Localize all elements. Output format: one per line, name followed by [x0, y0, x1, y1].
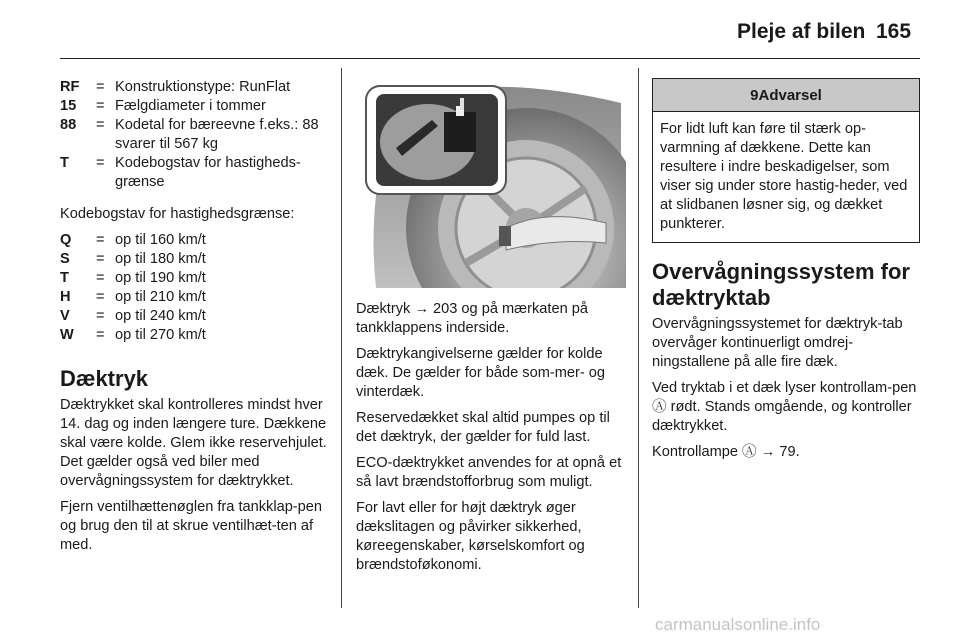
column-1	[60, 78, 328, 562]
paragraph: Reservedækket skal altid pumpes op til det dæktryk, der gælder for fuld last.	[356, 410, 610, 445]
warning-header	[653, 79, 919, 112]
page-number: 165	[876, 20, 912, 43]
code-eq: =	[96, 270, 105, 286]
code-row	[60, 288, 328, 307]
column-divider	[341, 68, 342, 608]
code-eq: =	[96, 289, 105, 305]
tire-valve-image	[356, 78, 626, 288]
code-row	[60, 78, 328, 97]
paragraph: ECO-dæktrykket anvendes for at opnå et så lavt brændstofforbrug som muligt.	[356, 455, 622, 490]
code-text: Kodetal for bæreevne f.eks.: 88 svarer til 567 kg	[115, 117, 319, 152]
code-text: op til 180 km/t	[115, 251, 206, 267]
paragraph: For lavt eller for højt dæktryk øger dækslitagen og påvirker sikkerhed, køreegenskaber, kørselskomfort og brændstoføkonomi.	[356, 500, 585, 573]
code-code: 88	[60, 117, 77, 133]
code-row	[60, 116, 328, 154]
code-code: 15	[60, 98, 77, 114]
code-text: op til 160 km/t	[115, 232, 206, 248]
code-text: op til 240 km/t	[115, 308, 206, 324]
warning-icon: 9	[750, 87, 759, 104]
speed-code-list	[60, 231, 328, 345]
code-eq: =	[96, 79, 105, 95]
speed-code-intro: Kodebogstav for hastighedsgrænse:	[60, 206, 295, 222]
paragraph: Kontrollampe Ⓐ → 79.	[652, 444, 800, 460]
code-row	[60, 326, 328, 345]
code-eq: =	[96, 327, 105, 343]
code-code: Q	[60, 232, 72, 248]
code-eq: =	[96, 98, 105, 114]
header-rule	[60, 58, 920, 59]
warning-box	[652, 78, 920, 243]
paragraph: Overvågningssystemet for dæktryk-tab overvåger kontinuerligt omdrej-ningstallene på alle fire dæk.	[652, 316, 903, 370]
code-code: S	[60, 251, 70, 267]
code-eq: =	[96, 155, 105, 171]
running-header-title: Pleje af bilen	[737, 20, 866, 43]
code-eq: =	[96, 251, 105, 267]
code-text: op til 210 km/t	[115, 289, 206, 305]
code-text: Fælgdiameter i tommer	[115, 98, 266, 114]
paragraph: Fjern ventilhættenøglen fra tankklap-pen og brug den til at skrue ventilhæt-ten af med.	[60, 499, 323, 553]
code-code: V	[60, 308, 70, 324]
code-text: op til 270 km/t	[115, 327, 206, 343]
code-code: H	[60, 289, 71, 305]
tire-valve-illustration	[356, 78, 626, 288]
code-code: RF	[60, 79, 80, 95]
column-divider	[638, 68, 639, 608]
tire-code-list	[60, 78, 328, 192]
column-2	[356, 78, 624, 582]
code-row	[60, 250, 328, 269]
code-text: Kodebogstav for hastigheds-grænse	[115, 155, 301, 190]
code-row	[60, 231, 328, 250]
code-row	[60, 154, 328, 192]
column-3	[652, 78, 920, 469]
code-row	[60, 269, 328, 288]
code-text: op til 190 km/t	[115, 270, 206, 286]
code-text: Konstruktionstype: RunFlat	[115, 79, 291, 95]
paragraph: Dæktrykangivelserne gælder for kolde dæk. De gælder for både som-mer- og vinterdæk.	[356, 346, 606, 400]
code-row	[60, 307, 328, 326]
paragraph: Dæktryk → 203 og på mærkaten på tankklappens inderside.	[356, 301, 588, 336]
watermark: carmanualsonline.info	[655, 615, 821, 634]
code-row	[60, 97, 328, 116]
code-code: T	[60, 270, 69, 286]
warning-title: Advarsel	[758, 87, 822, 104]
section-heading-daektryk: Dæktryk	[60, 366, 149, 391]
warning-text: For lidt luft kan føre til stærk op-varmning af dækkene. Dette kan resultere i indre beskadigelser, som viser sig under store hastig-heder, ved at slidbanen løsner sig, og dækket punkterer.	[660, 121, 908, 232]
code-eq: =	[96, 117, 105, 133]
code-eq: =	[96, 308, 105, 324]
section-heading-tpms: Overvågningssystem for dæktryktab	[652, 259, 910, 310]
code-eq: =	[96, 232, 105, 248]
code-code: W	[60, 327, 74, 343]
paragraph: Ved tryktab i et dæk lyser kontrollam-pen Ⓐ rødt. Stands omgående, og kontroller dæktrykket.	[652, 380, 917, 434]
paragraph: Dæktrykket skal kontrolleres mindst hver 14. dag og inden længere ture. Dækkene skal være kolde. Glem ikke reservehjulet. Det gælder også ved biler med overvågningssystem for dæktrykket.	[60, 397, 327, 489]
code-code: T	[60, 155, 69, 171]
